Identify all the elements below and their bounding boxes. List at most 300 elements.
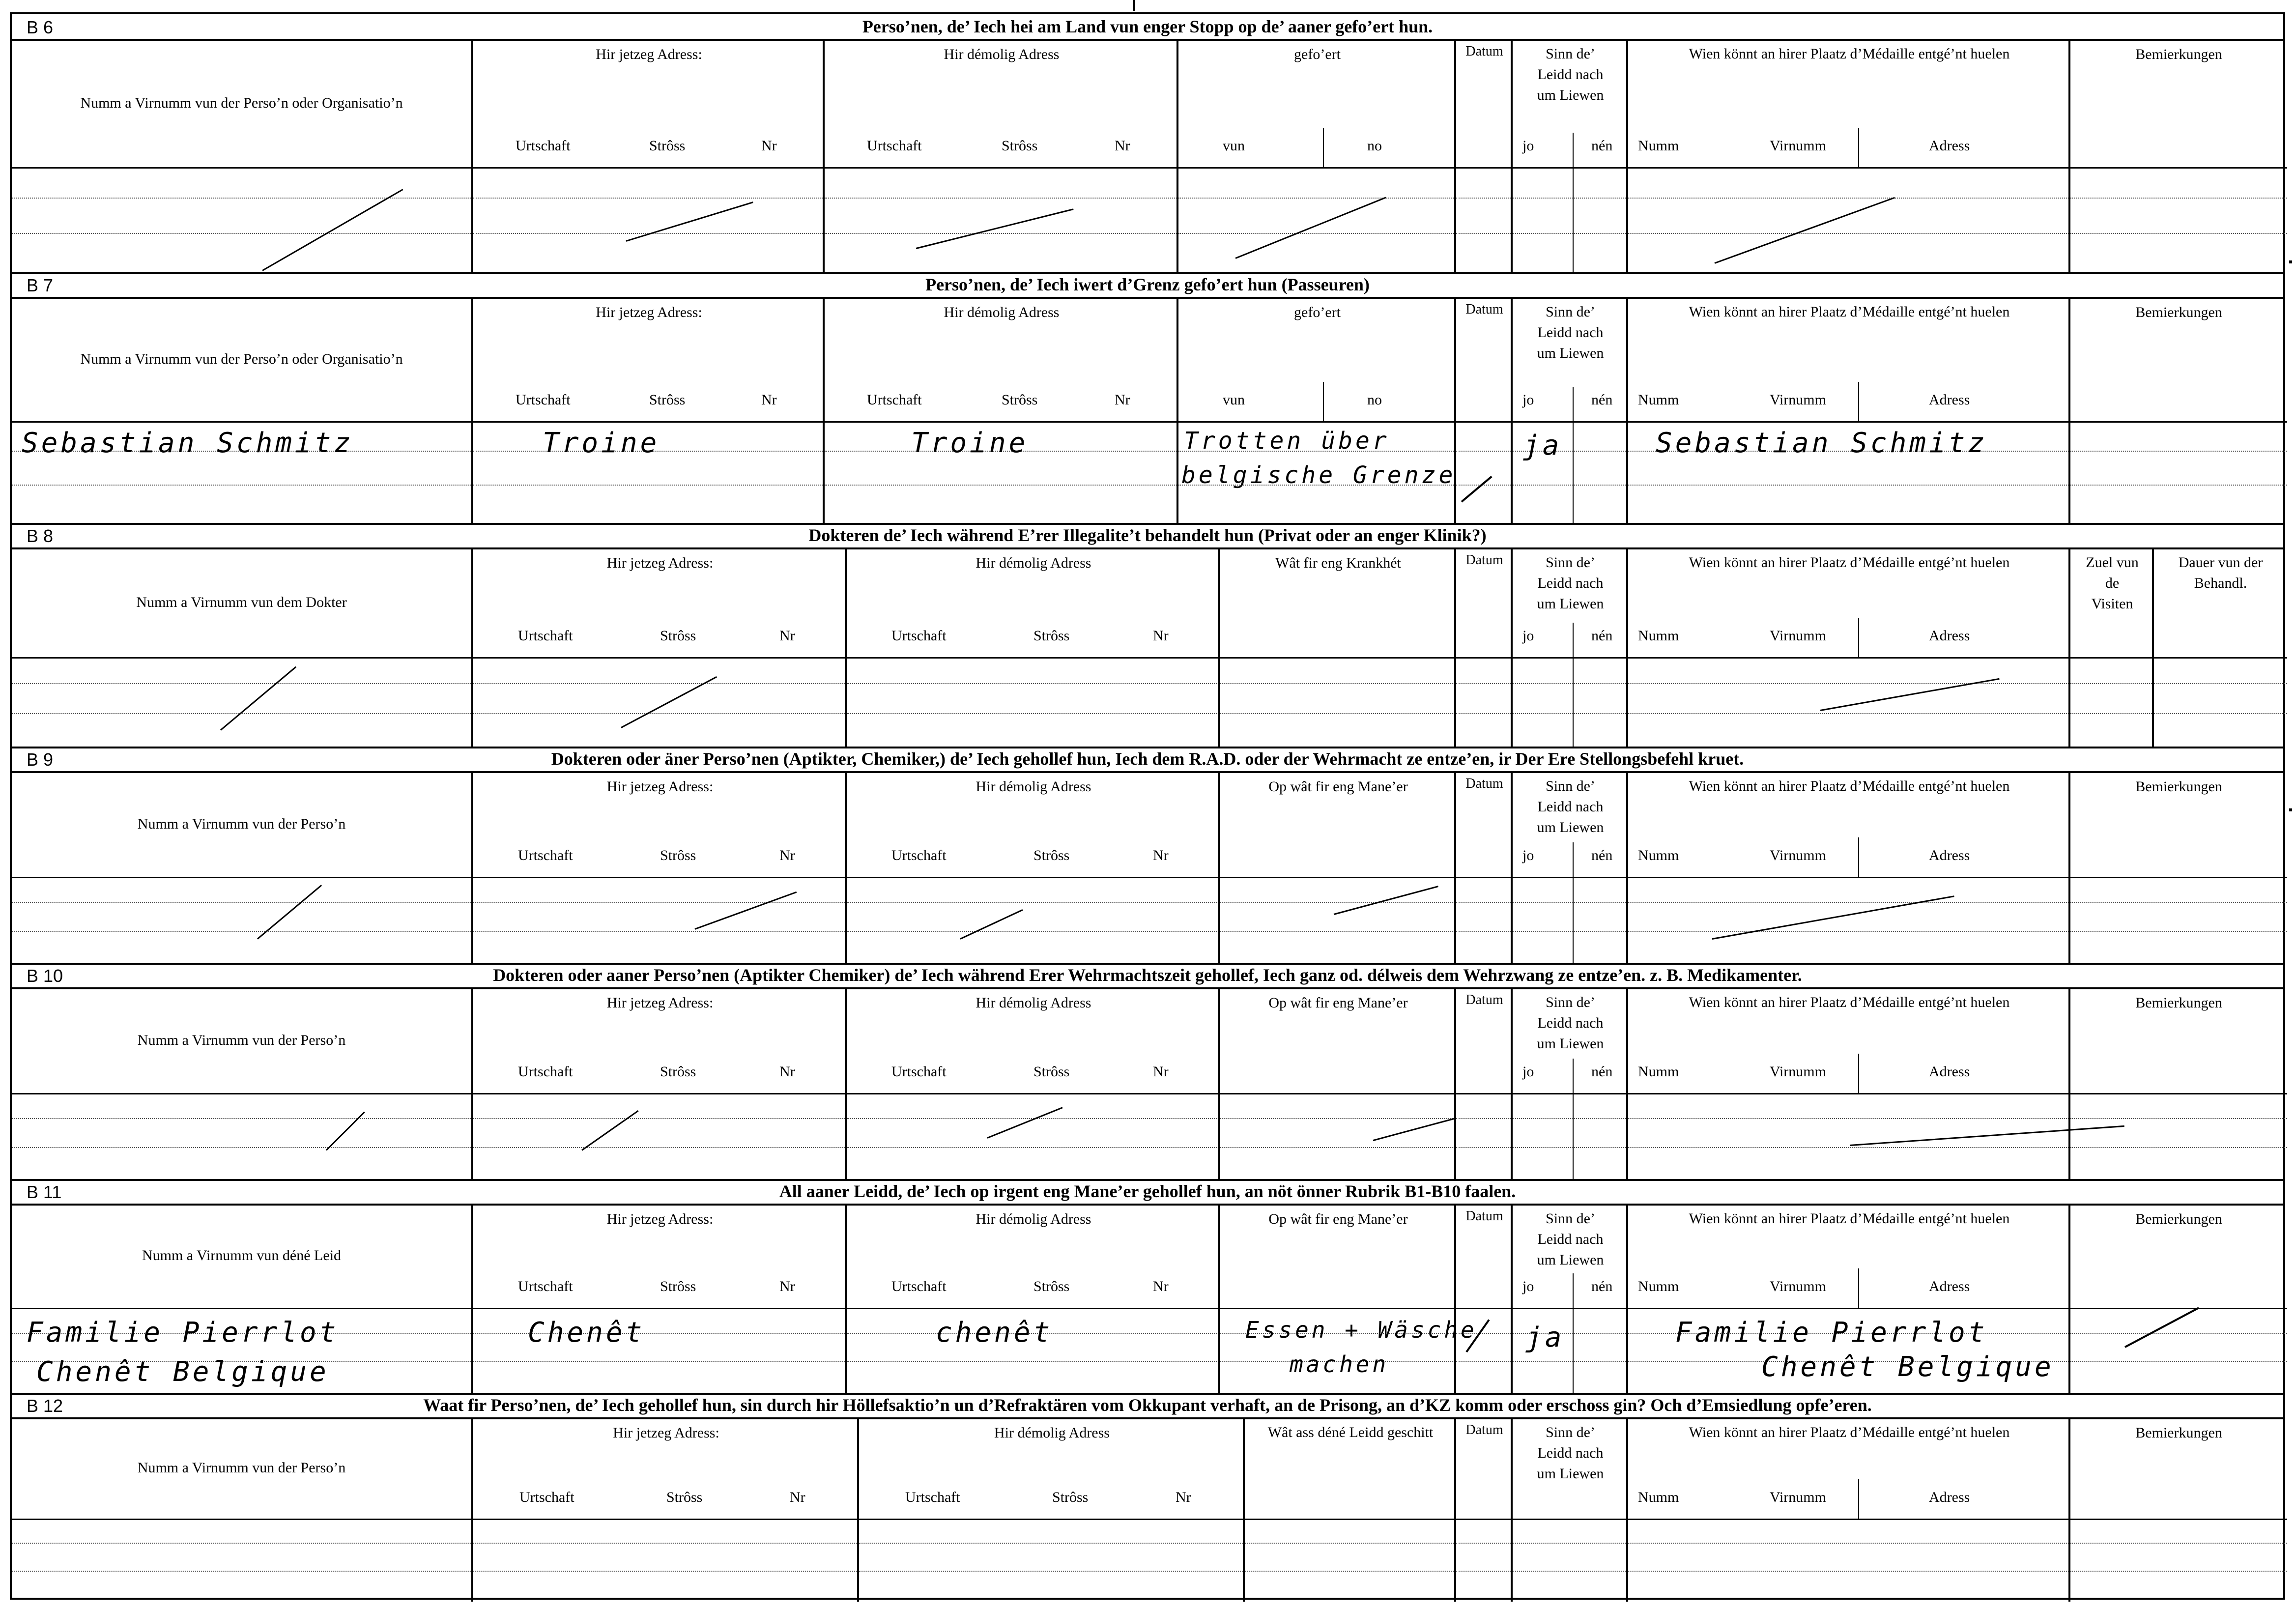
column-header — [473, 987, 847, 1094]
column-header — [2070, 987, 2287, 1094]
column-sinn — [1511, 771, 1628, 963]
writing-line — [473, 198, 825, 199]
column-sinn — [1511, 987, 1628, 1179]
sub-label-stross: Strôss — [1002, 392, 1038, 408]
column-medal — [1626, 771, 2070, 963]
sub-label-nr: Nr — [1153, 1278, 1169, 1294]
column-header — [473, 771, 847, 878]
column-header — [1513, 1204, 1628, 1309]
b7-alive-handwriting: ja — [1523, 430, 1562, 461]
writing-line — [1220, 1147, 1456, 1148]
writing-line — [847, 931, 1220, 932]
writing-line — [1220, 713, 1456, 714]
column-name_person — [12, 1417, 471, 1602]
sub-label-virnumm: Virnumm — [1770, 1278, 1826, 1294]
sub-label-stross: Strôss — [649, 138, 686, 154]
writing-line — [1513, 1361, 1628, 1362]
sub-label-nr: Nr — [1115, 138, 1130, 154]
column-datum — [1454, 1204, 1513, 1393]
writing-line — [12, 931, 471, 932]
column-krankhet — [1218, 547, 1456, 747]
writing-line — [12, 683, 471, 684]
writing-line — [1628, 1543, 2070, 1544]
writing-line — [1628, 1147, 2070, 1148]
sub-label-urtschaft: Urtschaft — [518, 847, 573, 863]
b7-former-place-handwriting: Troine — [911, 427, 1029, 459]
column-former_address — [845, 771, 1220, 963]
column-label: Numm a Virnumm vun der Perso’n oder Organisatio’n — [80, 350, 403, 367]
sub-label-stross: Strôss — [1033, 1278, 1070, 1294]
column-bemierkungen — [2068, 771, 2287, 963]
column-header — [1628, 39, 2070, 169]
column-label: Hir jetzeg Adress: — [596, 304, 702, 320]
writing-line — [1456, 1361, 1513, 1362]
b11-manner-line2-handwriting: machen — [1290, 1351, 1389, 1378]
sub-label-nr: Nr — [1176, 1489, 1191, 1505]
column-sinn — [1511, 547, 1628, 747]
writing-line — [1513, 683, 1628, 684]
column-label: Sinn de’ Leidd nach um Liewen — [1537, 304, 1604, 361]
writing-line — [2070, 1147, 2287, 1148]
jo-nen-divider — [1573, 623, 1574, 747]
sub-label-stross: Strôss — [1052, 1489, 1089, 1505]
writing-line — [12, 1543, 471, 1544]
writing-line — [473, 1361, 847, 1362]
writing-line — [2154, 683, 2287, 684]
sub-label-nr: Nr — [1153, 1064, 1169, 1080]
column-header — [1628, 297, 2070, 423]
writing-line — [1220, 931, 1456, 932]
column-header — [1456, 1417, 1513, 1520]
b11-medal-line1-handwriting: Familie Pierrlot — [1675, 1317, 1988, 1349]
sub-label-virnumm: Virnumm — [1770, 628, 1826, 644]
column-label: Bemierkungen — [2135, 304, 2222, 320]
writing-line — [847, 1361, 1220, 1362]
sub-label-urtschaft: Urtschaft — [518, 628, 573, 644]
sub-label-stross: Strôss — [660, 628, 696, 644]
column-label: Wien könnt an hirer Plaatz d’Médaille entgé’nt huelen — [1689, 994, 2010, 1010]
b7-route-line2-handwriting: belgische Grenze — [1181, 461, 1456, 489]
column-label: Bemierkungen — [2135, 1211, 2222, 1227]
column-header — [12, 547, 471, 659]
writing-line — [12, 233, 471, 234]
column-former_address — [845, 1204, 1220, 1393]
column-label: Datum — [1465, 992, 1503, 1007]
column-header — [1628, 771, 2070, 878]
jo-nen-divider — [1573, 133, 1574, 272]
divider-tick — [1323, 128, 1324, 167]
column-datum — [1454, 39, 1513, 272]
writing-line — [473, 902, 847, 903]
writing-line — [12, 198, 471, 199]
section-id: B 7 — [27, 275, 54, 295]
sub-label-stross: Strôss — [1002, 138, 1038, 154]
divider-tick — [1858, 1479, 1859, 1519]
column-header — [1628, 1417, 2070, 1520]
column-former_address — [823, 39, 1178, 272]
sub-label-numm: Numm — [1638, 1489, 1679, 1505]
column-header — [2070, 1204, 2287, 1309]
column-current_address — [471, 39, 825, 272]
section-id: B 8 — [27, 526, 54, 546]
writing-line — [1628, 931, 2070, 932]
writing-line — [12, 902, 471, 903]
column-label: Hir démolig Adress — [976, 995, 1091, 1011]
column-label: Hir démolig Adress — [976, 778, 1091, 795]
sub-label-adress: Adress — [1929, 847, 1970, 863]
writing-line — [1220, 902, 1456, 903]
b11-medal-line2-handwriting: Chenêt Belgique — [1761, 1351, 2054, 1383]
column-label: Sinn de’ Leidd nach um Liewen — [1537, 994, 1604, 1052]
column-label: Bemierkungen — [2135, 778, 2222, 795]
writing-line — [847, 1147, 1220, 1148]
sub-label-urtschaft: Urtschaft — [516, 138, 571, 154]
column-dauer — [2152, 547, 2287, 747]
sub-label-virnumm: Virnumm — [1770, 847, 1826, 863]
section-header — [12, 1393, 2283, 1419]
sub-label-jo: jo — [1522, 628, 1534, 644]
divider-tick — [1858, 382, 1859, 421]
section-title: Dokteren oder aaner Perso’nen (Aptikter Chemiker) de’ Iech während Erer Wehrmachtszeit gehollef, Iech ganz od. délweis dem Wehrzwang ze entze’en. z. B. Medikamenter. — [493, 965, 1802, 985]
writing-line — [473, 485, 825, 486]
column-current_address — [471, 1204, 847, 1393]
writing-line — [1456, 198, 1513, 199]
column-datum — [1454, 771, 1513, 963]
column-current_address — [471, 297, 825, 523]
column-header — [825, 39, 1178, 169]
section-b6 — [12, 14, 2283, 274]
writing-line — [1513, 902, 1628, 903]
sub-label-adress: Adress — [1929, 138, 1970, 154]
column-bemierkungen — [2068, 297, 2287, 523]
sub-label-adress: Adress — [1929, 1278, 1970, 1294]
sub-label-nr: Nr — [1153, 847, 1169, 863]
writing-line — [12, 485, 471, 486]
section-title: Dokteren de’ Iech während E’rer Illegalite’t behandelt hun (Privat oder an enger Klinik?) — [808, 525, 1487, 545]
sub-label-jo: jo — [1522, 1278, 1534, 1294]
column-label: Wien könnt an hirer Plaatz d’Médaille entgé’nt huelen — [1689, 1424, 2010, 1440]
sub-label-stross: Strôss — [660, 1064, 696, 1080]
writing-line — [2070, 233, 2287, 234]
section-title: Waat fir Perso’nen, de’ Iech gehollef hun, sin durch hir Höllefsaktio’n un d’Refraktären vom Okkupant verhaft, an de Prisong, an d’KZ komm oder erschoss gin? Och d’Emsiedlung opfe’eren. — [423, 1395, 1872, 1415]
sub-label-urtschaft: Urtschaft — [518, 1064, 573, 1080]
column-label: Numm a Virnumm vun der Perso’n — [137, 815, 346, 832]
divider-tick — [1858, 128, 1859, 167]
writing-line — [825, 485, 1178, 486]
edge-mark — [2289, 808, 2292, 811]
column-label: Bemierkungen — [2135, 995, 2222, 1011]
b11-name-line1-handwriting: Familie Pierrlot — [27, 1317, 339, 1349]
writing-line — [2070, 198, 2287, 199]
column-label: Zuel vun de Visiten — [2086, 554, 2139, 612]
column-header — [12, 39, 471, 169]
divider-tick — [1323, 382, 1324, 421]
b11-alive-handwriting: ja — [1525, 1322, 1565, 1353]
column-sinn — [1511, 39, 1628, 272]
writing-line — [1456, 931, 1513, 932]
writing-line — [473, 1118, 847, 1119]
sub-label-stross: Strôss — [660, 847, 696, 863]
column-header — [473, 547, 847, 659]
column-label: Wien könnt an hirer Plaatz d’Médaille entgé’nt huelen — [1689, 778, 2010, 794]
column-label: Datum — [1465, 1208, 1503, 1224]
writing-line — [1178, 198, 1456, 199]
writing-line — [847, 902, 1220, 903]
divider-tick — [1858, 837, 1859, 877]
writing-line — [1513, 485, 1628, 486]
sub-label-jo: jo — [1522, 847, 1534, 863]
sub-label-urtschaft: Urtschaft — [891, 1278, 947, 1294]
writing-line — [2070, 1571, 2287, 1572]
writing-line — [1628, 485, 2070, 486]
writing-line — [847, 713, 1220, 714]
column-label: Wât ass déné Leidd geschitt — [1267, 1424, 1434, 1440]
writing-line — [1456, 485, 1513, 486]
writing-line — [1456, 451, 1513, 452]
writing-line — [825, 233, 1178, 234]
writing-line — [1628, 683, 2070, 684]
sub-label-nen: nén — [1591, 847, 1613, 863]
writing-line — [2070, 1543, 2287, 1544]
column-header — [1456, 771, 1513, 878]
column-header — [473, 297, 825, 423]
section-b9 — [12, 747, 2283, 965]
sub-label-urtschaft: Urtschaft — [518, 1278, 573, 1294]
writing-line — [1220, 1118, 1456, 1119]
writing-line — [1513, 931, 1628, 932]
column-mane_er — [1218, 987, 1456, 1179]
writing-line — [825, 198, 1178, 199]
sub-label-stross: Strôss — [1033, 1064, 1070, 1080]
column-header — [12, 1204, 471, 1309]
section-id: B 12 — [27, 1396, 63, 1416]
column-header — [1513, 1417, 1628, 1520]
column-bemierkungen — [2068, 1204, 2287, 1393]
writing-line — [473, 931, 847, 932]
column-header — [1456, 39, 1513, 169]
column-header — [2070, 547, 2154, 659]
sub-label-stross: Strôss — [649, 392, 686, 408]
column-label: Dauer vun der Behandl. — [2178, 554, 2263, 591]
column-label: Op wât fir eng Mane’er — [1268, 1211, 1408, 1227]
column-label: Numm a Virnumm vun der Perso’n oder Organisatio’n — [80, 94, 403, 111]
column-datum — [1454, 1417, 1513, 1602]
column-medal — [1626, 297, 2070, 523]
column-bemierkungen — [2068, 987, 2287, 1179]
writing-line — [1628, 1118, 2070, 1119]
writing-line — [12, 1147, 471, 1148]
column-label: gefo’ert — [1294, 46, 1341, 62]
column-label: Hir jetzeg Adress: — [613, 1425, 719, 1441]
writing-line — [2070, 931, 2287, 932]
column-label: Numm a Virnumm vun der Perso’n — [137, 1032, 346, 1048]
section-b8 — [12, 523, 2283, 748]
column-name_person — [12, 771, 471, 963]
writing-line — [1220, 683, 1456, 684]
column-name_doctor — [12, 547, 471, 747]
writing-line — [1456, 1118, 1513, 1119]
sub-label-virnumm: Virnumm — [1770, 1064, 1826, 1080]
section-header — [12, 1179, 2283, 1206]
divider-tick — [1858, 1268, 1859, 1308]
column-header — [12, 1417, 471, 1520]
writing-line — [473, 713, 847, 714]
writing-line — [2070, 713, 2154, 714]
column-mane_er — [1218, 771, 1456, 963]
sub-label-nr: Nr — [779, 628, 795, 644]
sub-label-urtschaft: Urtschaft — [516, 392, 571, 408]
writing-line — [859, 1543, 1245, 1544]
column-label: Datum — [1465, 776, 1503, 791]
writing-line — [473, 1571, 859, 1572]
column-name_person_org — [12, 39, 471, 272]
column-header — [1628, 1204, 2070, 1309]
section-title: Perso’nen, de’ Iech iwert d’Grenz gefo’ert hun (Passeuren) — [925, 275, 1370, 294]
writing-line — [1513, 713, 1628, 714]
column-zuel — [2068, 547, 2154, 747]
column-header — [1220, 547, 1456, 659]
section-b7 — [12, 272, 2283, 525]
writing-line — [1456, 683, 1513, 684]
column-former_address — [857, 1417, 1245, 1602]
section-header — [12, 747, 2283, 773]
sub-label-nen: nén — [1591, 392, 1613, 408]
column-header — [1513, 547, 1628, 659]
writing-line — [2070, 902, 2287, 903]
writing-line — [1628, 233, 2070, 234]
sub-label-stross: Strôss — [1033, 847, 1070, 863]
column-label: Datum — [1465, 302, 1503, 317]
column-header — [473, 39, 825, 169]
writing-line — [1513, 233, 1628, 234]
writing-line — [1628, 198, 2070, 199]
b11-manner-line1-handwriting: Essen + Wäsche — [1245, 1317, 1477, 1343]
column-label: Sinn de’ Leidd nach um Liewen — [1537, 778, 1604, 835]
divider-tick — [1858, 618, 1859, 657]
section-header — [12, 523, 2283, 549]
section-id: B 11 — [27, 1182, 62, 1202]
column-header — [1456, 987, 1513, 1094]
sub-label-nr: Nr — [779, 1278, 795, 1294]
column-header — [1628, 547, 2070, 659]
sub-label-no: no — [1367, 138, 1382, 154]
column-medal — [1626, 39, 2070, 272]
b11-current-place-handwriting: Chenêt — [528, 1317, 645, 1349]
sub-label-numm: Numm — [1638, 392, 1679, 408]
writing-line — [1456, 902, 1513, 903]
writing-line — [473, 1543, 859, 1544]
questionnaire-form — [10, 12, 2285, 1600]
sub-label-urtschaft: Urtschaft — [891, 847, 947, 863]
writing-line — [1456, 713, 1513, 714]
sub-label-urtschaft: Urtschaft — [867, 138, 922, 154]
column-name_person_org — [12, 297, 471, 523]
b7-current-place-handwriting: Troine — [543, 427, 660, 459]
writing-line — [1245, 1543, 1456, 1544]
column-former_address — [845, 987, 1220, 1179]
column-header — [1220, 987, 1456, 1094]
writing-line — [847, 683, 1220, 684]
writing-line — [473, 1147, 847, 1148]
sub-label-virnumm: Virnumm — [1770, 392, 1826, 408]
sub-label-numm: Numm — [1638, 628, 1679, 644]
section-b10 — [12, 963, 2283, 1181]
column-former_address — [823, 297, 1178, 523]
section-header — [12, 963, 2283, 989]
column-label: Op wât fir eng Mane’er — [1268, 995, 1408, 1011]
column-header — [1220, 1204, 1456, 1309]
column-datum — [1454, 987, 1513, 1179]
sub-label-nr: Nr — [1115, 392, 1130, 408]
section-header — [12, 14, 2283, 41]
sub-label-urtschaft: Urtschaft — [519, 1489, 574, 1505]
section-title: All aaner Leidd, de’ Iech op irgent eng Mane’er gehollef hun, an nöt önner Rubrik B1-B10 faalen. — [779, 1181, 1516, 1201]
sub-label-stross: Strôss — [1033, 628, 1070, 644]
sub-label-adress: Adress — [1929, 1064, 1970, 1080]
writing-line — [2070, 451, 2287, 452]
sub-label-nr: Nr — [761, 138, 777, 154]
column-header — [2070, 297, 2287, 423]
column-label: Datum — [1465, 1422, 1503, 1438]
section-id: B 10 — [27, 966, 63, 986]
sub-label-nr: Nr — [790, 1489, 805, 1505]
sub-label-nen: nén — [1591, 1064, 1613, 1080]
section-title: Dokteren oder äner Perso’nen (Aptikter, Chemiker,) de’ Iech gehollef hun, Iech dem R.A.D. oder der Wehrmacht ze entze’en, ir Der Ere Stellongsbefehl kruet. — [551, 749, 1744, 769]
writing-line — [2070, 485, 2287, 486]
sub-label-nen: nén — [1591, 138, 1613, 154]
column-header — [12, 987, 471, 1094]
writing-line — [1456, 1571, 1513, 1572]
sub-label-jo: jo — [1522, 138, 1534, 154]
column-label: Hir démolig Adress — [976, 1211, 1091, 1227]
writing-line — [12, 1571, 471, 1572]
column-header — [473, 1417, 859, 1520]
section-header — [12, 272, 2283, 299]
column-bemierkungen — [2068, 39, 2287, 272]
jo-nen-divider — [1573, 387, 1574, 523]
column-header — [1456, 547, 1513, 659]
sub-label-nen: nén — [1591, 1278, 1613, 1294]
writing-line — [1513, 1543, 1628, 1544]
writing-line — [1513, 1147, 1628, 1148]
column-label: Numm a Virnumm vun dem Dokter — [136, 594, 347, 610]
column-header — [2070, 771, 2287, 878]
column-header — [1513, 771, 1628, 878]
column-header — [1245, 1417, 1456, 1520]
column-label: Hir démolig Adress — [944, 304, 1060, 320]
sub-label-stross: Strôss — [666, 1489, 703, 1505]
writing-line — [859, 1571, 1245, 1572]
column-datum — [1454, 297, 1513, 523]
column-label: Wien könnt an hirer Plaatz d’Médaille entgé’nt huelen — [1689, 1210, 2010, 1227]
column-label: Hir démolig Adress — [994, 1425, 1110, 1441]
column-label: Hir jetzeg Adress: — [606, 1211, 714, 1227]
section-title: Perso’nen, de’ Iech hei am Land vun enger Stopp op de’ aaner gefo’ert hun. — [862, 17, 1433, 36]
column-datum — [1454, 547, 1513, 747]
writing-line — [473, 683, 847, 684]
writing-line — [1628, 1571, 2070, 1572]
column-label: Bemierkungen — [2135, 1425, 2222, 1441]
writing-line — [1513, 1571, 1628, 1572]
writing-line — [1628, 713, 2070, 714]
column-header — [12, 771, 471, 878]
column-header — [847, 547, 1220, 659]
column-header — [2070, 1417, 2287, 1520]
column-gefoert — [1177, 297, 1456, 523]
sub-label-numm: Numm — [1638, 138, 1679, 154]
writing-line — [12, 1118, 471, 1119]
b7-name-handwriting: Sebastian Schmitz — [22, 427, 354, 459]
